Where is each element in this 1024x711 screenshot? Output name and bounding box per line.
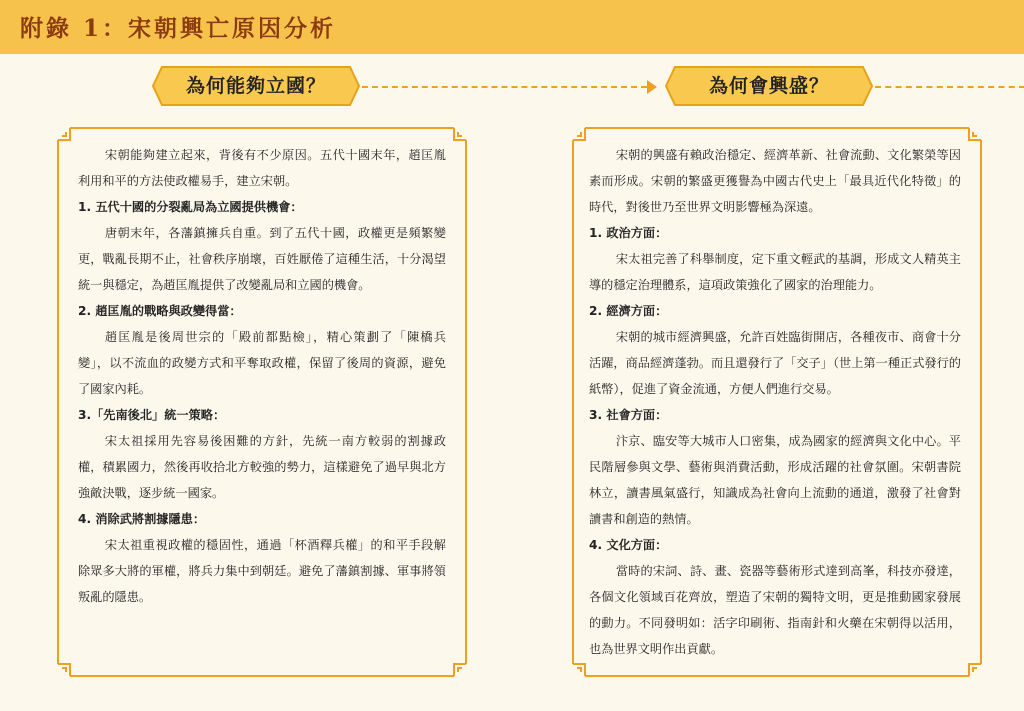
left-panel (56, 126, 468, 678)
left-header-text: 為何能夠立國？ (185, 75, 326, 97)
right-section-3-title: 3. 社會方面： (589, 408, 668, 422)
page-title: 附錄 1：宋朝興亡原因分析 (20, 15, 337, 42)
left-section-3-title: 3.「先南後北」統一策略： (78, 408, 226, 422)
left-section-1-text: 唐朝末年，各藩鎮擁兵自重。到了五代十國，政權更是頻繁變更，戰亂長期不止，社會秩序崩壞，百姓厭倦了這種生活，十分渴望統一與穩定，為趙匡胤提供了改變亂局和立國的機會。 (78, 226, 446, 292)
right-section-4-text: 當時的宋詞、詩、畫、瓷器等藝術形式達到高峯，科技亦發達，各個文化領域百花齊放，塑造了宋朝的獨特文明，更是推動國家發展的動力。不同發明如：活字印刷術、指南針和火藥在宋朝得以活用，也為世界文明作出貢獻。 (589, 564, 961, 656)
left-intro: 宋朝能夠建立起來，背後有不少原因。五代十國末年，趙匡胤利用和平的方法使政權易手，建立宋朝。 (78, 148, 446, 188)
title-banner (0, 0, 1024, 54)
left-section-1-title: 1. 五代十國的分裂亂局為立國提供機會： (78, 200, 303, 214)
left-section-2-title: 2. 趙匡胤的戰略與政變得當： (78, 304, 242, 318)
left-content (78, 142, 446, 610)
right-dashed-line (875, 86, 1024, 88)
right-section-2-text: 宋朝的城市經濟興盛，允許百姓臨街開店，各種夜市、商會十分活躍，商品經濟蓬勃。而且還發行了「交子」（世上第一種正式發行的紙幣），促進了資金流通，方便人們進行交易。 (589, 330, 961, 396)
left-section-4-text: 宋太祖重視政權的穩固性，通過「杯酒釋兵權」的和平手段解除眾多大將的軍權，將兵力集中到朝廷。避免了藩鎮割據、軍事將領叛亂的隱患。 (78, 538, 446, 604)
right-section-2-title: 2. 經濟方面： (589, 304, 668, 318)
left-section-2-text: 趙匡胤是後周世宗的「殿前都點檢」，精心策劃了「陳橋兵變」，以不流血的政變方式和平奪取政權，保留了後周的資源，避免了國家內耗。 (78, 330, 446, 396)
right-section-1-text: 宋太祖完善了科舉制度，定下重文輕武的基調，形成文人精英主導的穩定治理體系，這項政策強化了國家的治理能力。 (589, 252, 961, 292)
right-section-1-title: 1. 政治方面： (589, 226, 668, 240)
right-section-3-text: 汴京、臨安等大城市人口密集，成為國家的經濟與文化中心。平民階層參與文學、藝術與消費活動，形成活躍的社會氛圍。宋朝書院林立，讀書風氣盛行，知識成為社會向上流動的通道，激發了社會對讀書和創造的熱情。 (589, 434, 961, 526)
left-header-label (152, 66, 360, 106)
connector-arrow-icon (647, 80, 657, 94)
right-header-label (665, 66, 873, 106)
left-section-4-title: 4. 消除武將割據隱患： (78, 512, 206, 526)
right-content (589, 142, 961, 662)
connector-dashed-line (362, 86, 647, 88)
right-section-4-title: 4. 文化方面： (589, 538, 668, 552)
right-intro: 宋朝的興盛有賴政治穩定、經濟革新、社會流動、文化繁榮等因素而形成。宋朝的繁盛更獲譽為中國古代史上「最具近代化特徵」的時代，對後世乃至世界文明影響極為深遠。 (589, 148, 961, 214)
right-panel (571, 126, 983, 678)
left-section-3-text: 宋太祖採用先容易後困難的方針，先統一南方較弱的割據政權，積累國力，然後再收拾北方較強的勢力，這樣避免了過早與北方強敵決戰，逐步統一國家。 (78, 434, 446, 500)
right-header-text: 為何會興盛？ (708, 75, 829, 97)
